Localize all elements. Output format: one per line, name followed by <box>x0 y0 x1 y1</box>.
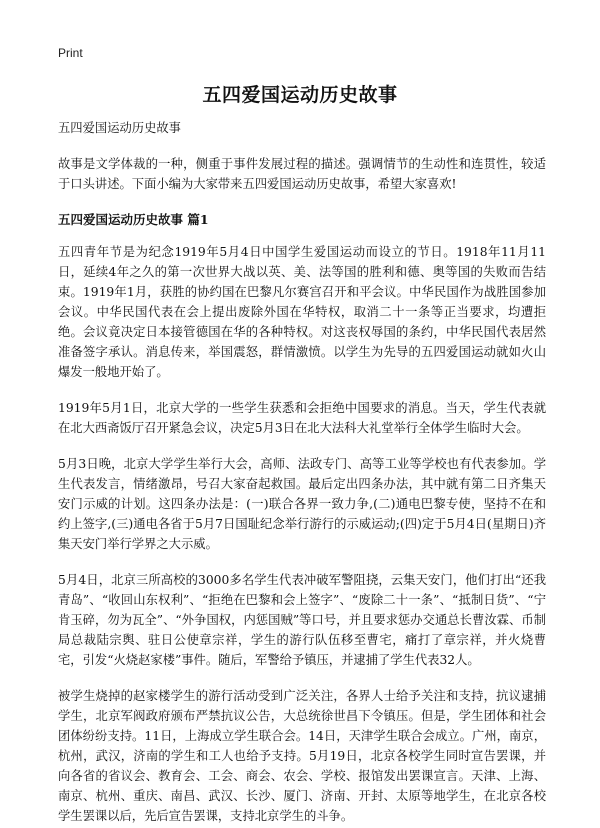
article-intro: 故事是文学体裁的一种，侧重于事件发展过程的描述。强调情节的生动性和连贯性，较适于口头讲述。下面小编为大家带来五四爱国运动历史故事，希望大家喜欢! <box>58 157 546 191</box>
print-link[interactable]: Print <box>58 46 83 60</box>
article-paragraph-2: 1919年5月1日，北京大学的一些学生获悉和会拒绝中国要求的消息。当天，学生代表就在北大西斋饭厅召开紧急会议，决定5月3日在北大法科大礼堂举行全体学生临时大会。 <box>58 401 546 435</box>
article-paragraph-3: 5月3日晚，北京大学学生举行大会，高师、法政专门、高等工业等学校也有代表参加。学生代表发言，情绪激昂，号召大家奋起救国。最后定出四条办法，其中就有第二日齐集天安门示威的计划。这四条办法是：(一)联合各界一致力争,(二)通电巴黎专使，坚持不在和约上签字,(三)通电各省于5月7日国耻纪念举行游行的示威运动;(四)定于5月4日(星期日)齐集天安门举行学界之大示威。 <box>58 457 546 551</box>
page-title: 五四爱国运动历史故事 <box>202 84 398 106</box>
article-paragraph-4: 5月4日，北京三所高校的3000多名学生代表冲破军警阻挠，云集天安门，他们打出“还我青岛”、“收回山东权利”、“拒绝在巴黎和会上签字”、“废除二十一条”、“抵制日货”、“宁肯玉碎，勿为瓦全”、“外争国权，内惩国贼”等口号，并且要求惩办交通总长曹汝霖、币制局总裁陆宗舆、驻日公使章宗祥，学生的游行队伍移至曹宅，痛打了章宗祥，并火烧曹宅，引发“火烧赵家楼”事件。随后，军警给予镇压，并逮捕了学生代表32人。 <box>58 573 546 667</box>
section-heading: 五四爱国运动历史故事 篇1 <box>58 212 209 227</box>
article-paragraph-1: 五四青年节是为纪念1919年5月4日中国学生爱国运动而设立的节日。1918年11月11日，延续4年之久的第一次世界大战以英、美、法等国的胜利和德、奥等国的失败而告结束。1919年1月，获胜的协约国在巴黎凡尔赛宫召开和平会议。中华民国作为战胜国参加会议。中华民国代表在会上提出废除外国在华特权，取消二十一条等正当要求，均遭拒绝。会议竟决定日本接管德国在华的各种特权。对这丧权辱国的条约，中华民国代表居然准备签字承认。消息传来，举国震怒，群情激愤。以学生为先导的五四爱国运动就如火山爆发一般地开始了。 <box>58 245 546 379</box>
article-subtitle: 五四爱国运动历史故事 <box>58 121 181 135</box>
article-body <box>58 118 546 828</box>
article-paragraph-5: 被学生烧掉的赵家楼学生的游行活动受到广泛关注，各界人士给予关注和支持，抗议逮捕学生，北京军阀政府颁布严禁抗议公告，大总统徐世昌下令镇压。但是，学生团体和社会团体纷纷支持。11日，上海成立学生联合会。14日，天津学生联合会成立。广州，南京，杭州，武汉，济南的学生和工人也给予支持。5月19日，北京各校学生同时宣告罢课，并向各省的省议会、教育会、工会、商会、农会、学校、报馆发出罢课宣言。天津、上海、南京、杭州、重庆、南昌、武汉、长沙、厦门、济南、开封、太原等地学生，在北京各校学生罢课以后，先后宣告罢课，支持北京学生的斗争。 <box>58 689 546 823</box>
